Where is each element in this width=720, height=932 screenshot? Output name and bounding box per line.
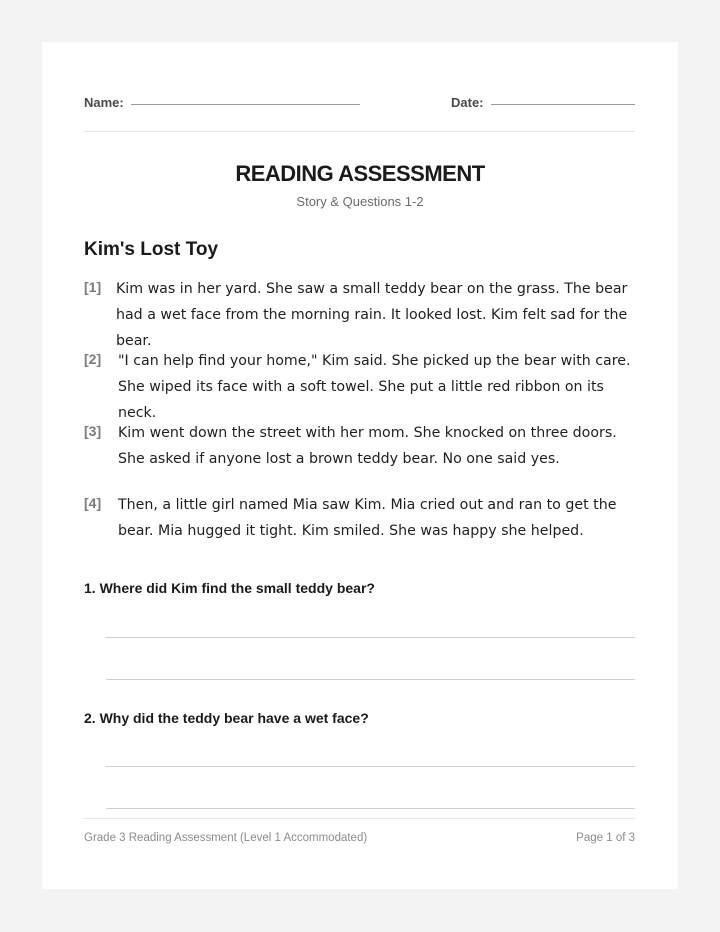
story-title: Kim's Lost Toy	[84, 239, 219, 260]
header-divider	[84, 131, 635, 132]
paragraph-text: Then, a little girl named Mia saw Kim. Mia cried out and ran to get the bear. Mia hugged it tight. Kim smiled. She was happy she helped.	[118, 497, 617, 539]
paragraph-number: [2]	[84, 351, 102, 367]
paragraph-text: Kim went down the street with her mom. She knocked on three doors. She asked if anyone lost a brown teddy bear. No one said yes.	[118, 425, 617, 467]
paragraph-text: "I can help find your home," Kim said. She picked up the bear with care. She wiped its face with a soft towel. She put a little red ribbon on its neck.	[118, 353, 631, 421]
answer-line[interactable]	[106, 766, 635, 767]
date-label: Date:	[451, 95, 484, 110]
question-2: 2. Why did the teddy bear have a wet face?	[84, 710, 369, 726]
page-title: READING ASSESSMENT	[235, 161, 485, 186]
answer-line[interactable]	[106, 679, 635, 680]
paragraph-number: [4]	[84, 495, 102, 511]
name-label: Name:	[84, 95, 124, 110]
footer-divider	[84, 818, 635, 819]
page-number: Page 1 of 3	[576, 832, 635, 844]
date-field[interactable]	[491, 104, 635, 105]
answer-line[interactable]	[106, 637, 635, 638]
student-info-row	[84, 95, 635, 111]
name-field[interactable]	[131, 104, 360, 105]
paragraph-number: [1]	[84, 279, 102, 295]
answer-line[interactable]	[106, 808, 635, 809]
worksheet-page	[42, 42, 678, 889]
paragraph-text: Kim was in her yard. She saw a small teddy bear on the grass. The bear had a wet face from the morning rain. It looked lost. Kim felt sad for the bear.	[116, 281, 628, 349]
page-subtitle: Story & Questions 1-2	[296, 194, 424, 209]
footer-assessment-label: Grade 3 Reading Assessment (Level 1 Accommodated)	[84, 832, 368, 844]
question-1: 1. Where did Kim find the small teddy bear?	[84, 580, 375, 596]
paragraph-number: [3]	[84, 423, 102, 439]
